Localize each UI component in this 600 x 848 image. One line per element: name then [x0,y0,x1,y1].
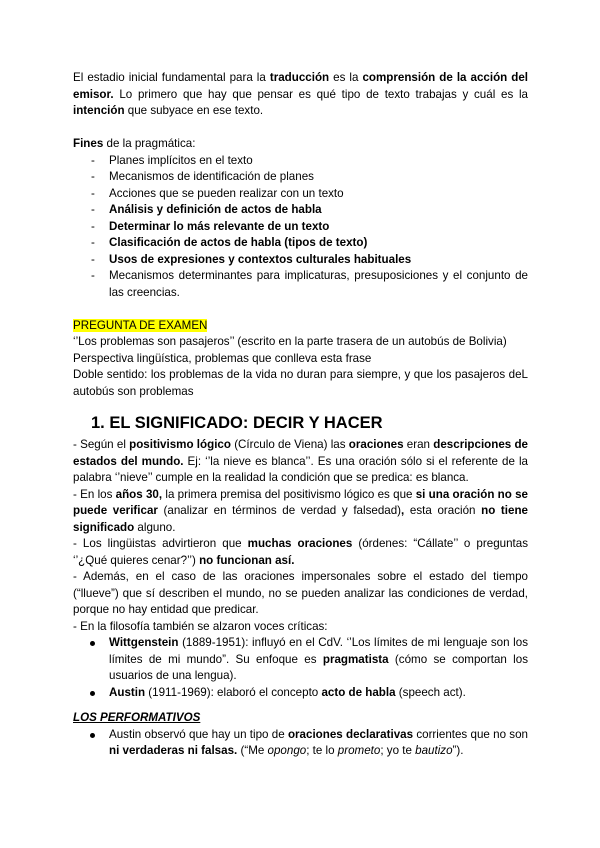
bold-text: traducción [269,71,330,84]
fines-item-text: Análisis y definición de actos de habla [109,203,322,216]
bold-text: años 30, [115,487,163,501]
text: alguno. [134,520,176,534]
text: es la [329,71,363,84]
fines-list-item [73,252,528,269]
philosophers-list [73,635,528,701]
subsection-title: LOS PERFORMATIVOS [73,711,201,724]
section-heading: 1. EL SIGNIFICADO: DECIR Y HACER [91,414,383,432]
text: (órdenes: “Cállate’’ o preguntas ‘’¿Qué quieres cenar?’’) [73,537,529,567]
fines-list-item [73,235,528,252]
text: (1911-1969): elaboró el concepto [145,685,322,699]
paragraph-anos-30 [73,487,528,537]
paragraph-filosofia: - En la filosofía también se alzaron voces críticas: [73,619,328,633]
bold-text: descripciones de estados del mundo. [73,438,529,468]
text: ”). [452,744,464,757]
fines-item-text: Acciones que se pueden realizar con un texto [109,186,344,200]
subsection-heading [73,710,528,727]
bold-text: pragmatista [322,652,389,666]
bullet-icon [90,733,95,738]
bold-text: no tiene significado [73,504,528,534]
list-item-wittgenstein [73,635,528,685]
exam-question-line: Perspectiva lingüística, problemas que conlleva esta frase [73,351,372,365]
performativos-list [73,727,528,760]
text: (Círculo de Viena) las [230,438,349,451]
bold-text: positivismo lógico [129,438,231,451]
dash-marker: - [91,269,95,282]
text: - En los [73,487,116,501]
paragraph-impersonales: - Además, en el caso de las oraciones impersonales sobre el estado del tiempo (“llueve”) que sí describen el mundo, no se pueden analizar las condiciones de verdad, porque no hay entidad que predicar. [73,570,528,616]
list-item-austin-performativos [73,727,528,760]
fines-list-item [73,202,528,219]
fines-item-text: Clasificación de actos de habla (tipos de texto) [109,236,368,249]
paragraph-linguistas [73,536,528,569]
text: ; yo te [380,744,416,757]
highlighted-text: PREGUNTA DE EXAMEN [73,318,208,332]
bullet-icon [90,691,95,696]
bold-text: comprensión de la acción del emisor. [73,71,529,101]
bold-text: Austin [109,685,146,699]
text: Ej: ‘’la nieve es blanca’’. Es una oración sólo si el referente de la palabra ‘’nieve’’ cumple en la realidad la condición que se predica: es blanca. [73,454,528,484]
fines-list-item [73,268,528,301]
text: esta oración [404,504,482,517]
text: que subyace en ese texto. [124,104,264,117]
bold-text: , [401,504,405,517]
bold-text: si una oración no se puede verificar [73,487,528,517]
text: Lo primero que hay que pensar es qué tipo de texto trabajas y cuál es la [113,87,528,101]
dash-marker: - [91,170,95,183]
text: corrientes que no son [413,727,528,741]
dash-marker: - [91,203,95,216]
fines-item-text: Usos de expresiones y contextos culturales habituales [109,252,412,266]
fines-heading [73,136,528,153]
italic-text: bautizo [415,744,453,757]
text: de la pragmática: [103,137,196,150]
dash-marker: - [91,252,95,266]
text: Austin observó que hay un tipo de [109,727,288,741]
exam-question-line: ‘’Los problemas son pasajeros’’ (escrito en la parte trasera de un autobús de Bolivia) [73,335,507,348]
text: (1889-1951): influyó en el CdV. ‘’Los límites de mi lenguaje son los límites de mi mundo”. Su enfoque es [109,636,528,666]
text: ; te lo [306,744,338,757]
text: - Según el [73,438,130,451]
exam-question-label [73,318,528,335]
fines-list-item [73,219,528,236]
text: eran [403,438,434,451]
text: (speech act). [395,685,466,699]
text: (cómo se comportan los usuarios de una lengua). [109,652,529,682]
italic-text: opongo [267,744,307,757]
dash-marker: - [91,186,95,200]
fines-list-item [73,153,528,170]
dash-marker: - [91,153,95,167]
fines-list-item [73,186,528,203]
bold-text: no funcionan así. [199,553,295,567]
bold-text: Wittgenstein [109,636,179,649]
bold-text: intención [73,104,125,117]
document-page [73,70,528,760]
bullet-icon [90,641,95,646]
fines-list-item [73,169,528,186]
fines-item-text: Planes implícitos en el texto [109,153,253,167]
paragraph-positivismo [73,437,528,487]
fines-item-text: Determinar lo más relevante de un texto [109,219,330,233]
bold-text: oraciones declarativas [287,727,414,741]
dash-marker: - [91,236,95,249]
text: la primera premisa del positivismo lógico es que [162,487,416,501]
fines-item-text: Mecanismos de identificación de planes [109,170,314,183]
fines-item-text: Mecanismos determinantes para implicaturas, presuposiciones y el conjunto de las creencias. [109,269,528,299]
text: El estadio inicial fundamental para la [73,71,270,84]
bold-text: muchas oraciones [247,537,353,550]
fines-list [73,153,528,302]
bold-text: Fines [73,137,104,150]
text: - Los lingüistas advirtieron que [73,537,248,550]
bold-text: ni verdaderas ni falsas. [109,744,238,757]
italic-text: prometo [337,744,381,757]
dash-marker: - [91,219,95,233]
text: (analizar en términos de verdad y falsedad) [157,504,402,517]
list-item-austin [73,685,528,702]
bold-text: acto de habla [321,685,396,699]
intro-paragraph [73,70,528,120]
exam-question-line: Doble sentido: los problemas de la vida no duran para siempre, y que los pasajeros deL autobús son problemas [73,368,528,398]
bold-text: oraciones [348,438,404,451]
text: (“Me [237,744,268,757]
